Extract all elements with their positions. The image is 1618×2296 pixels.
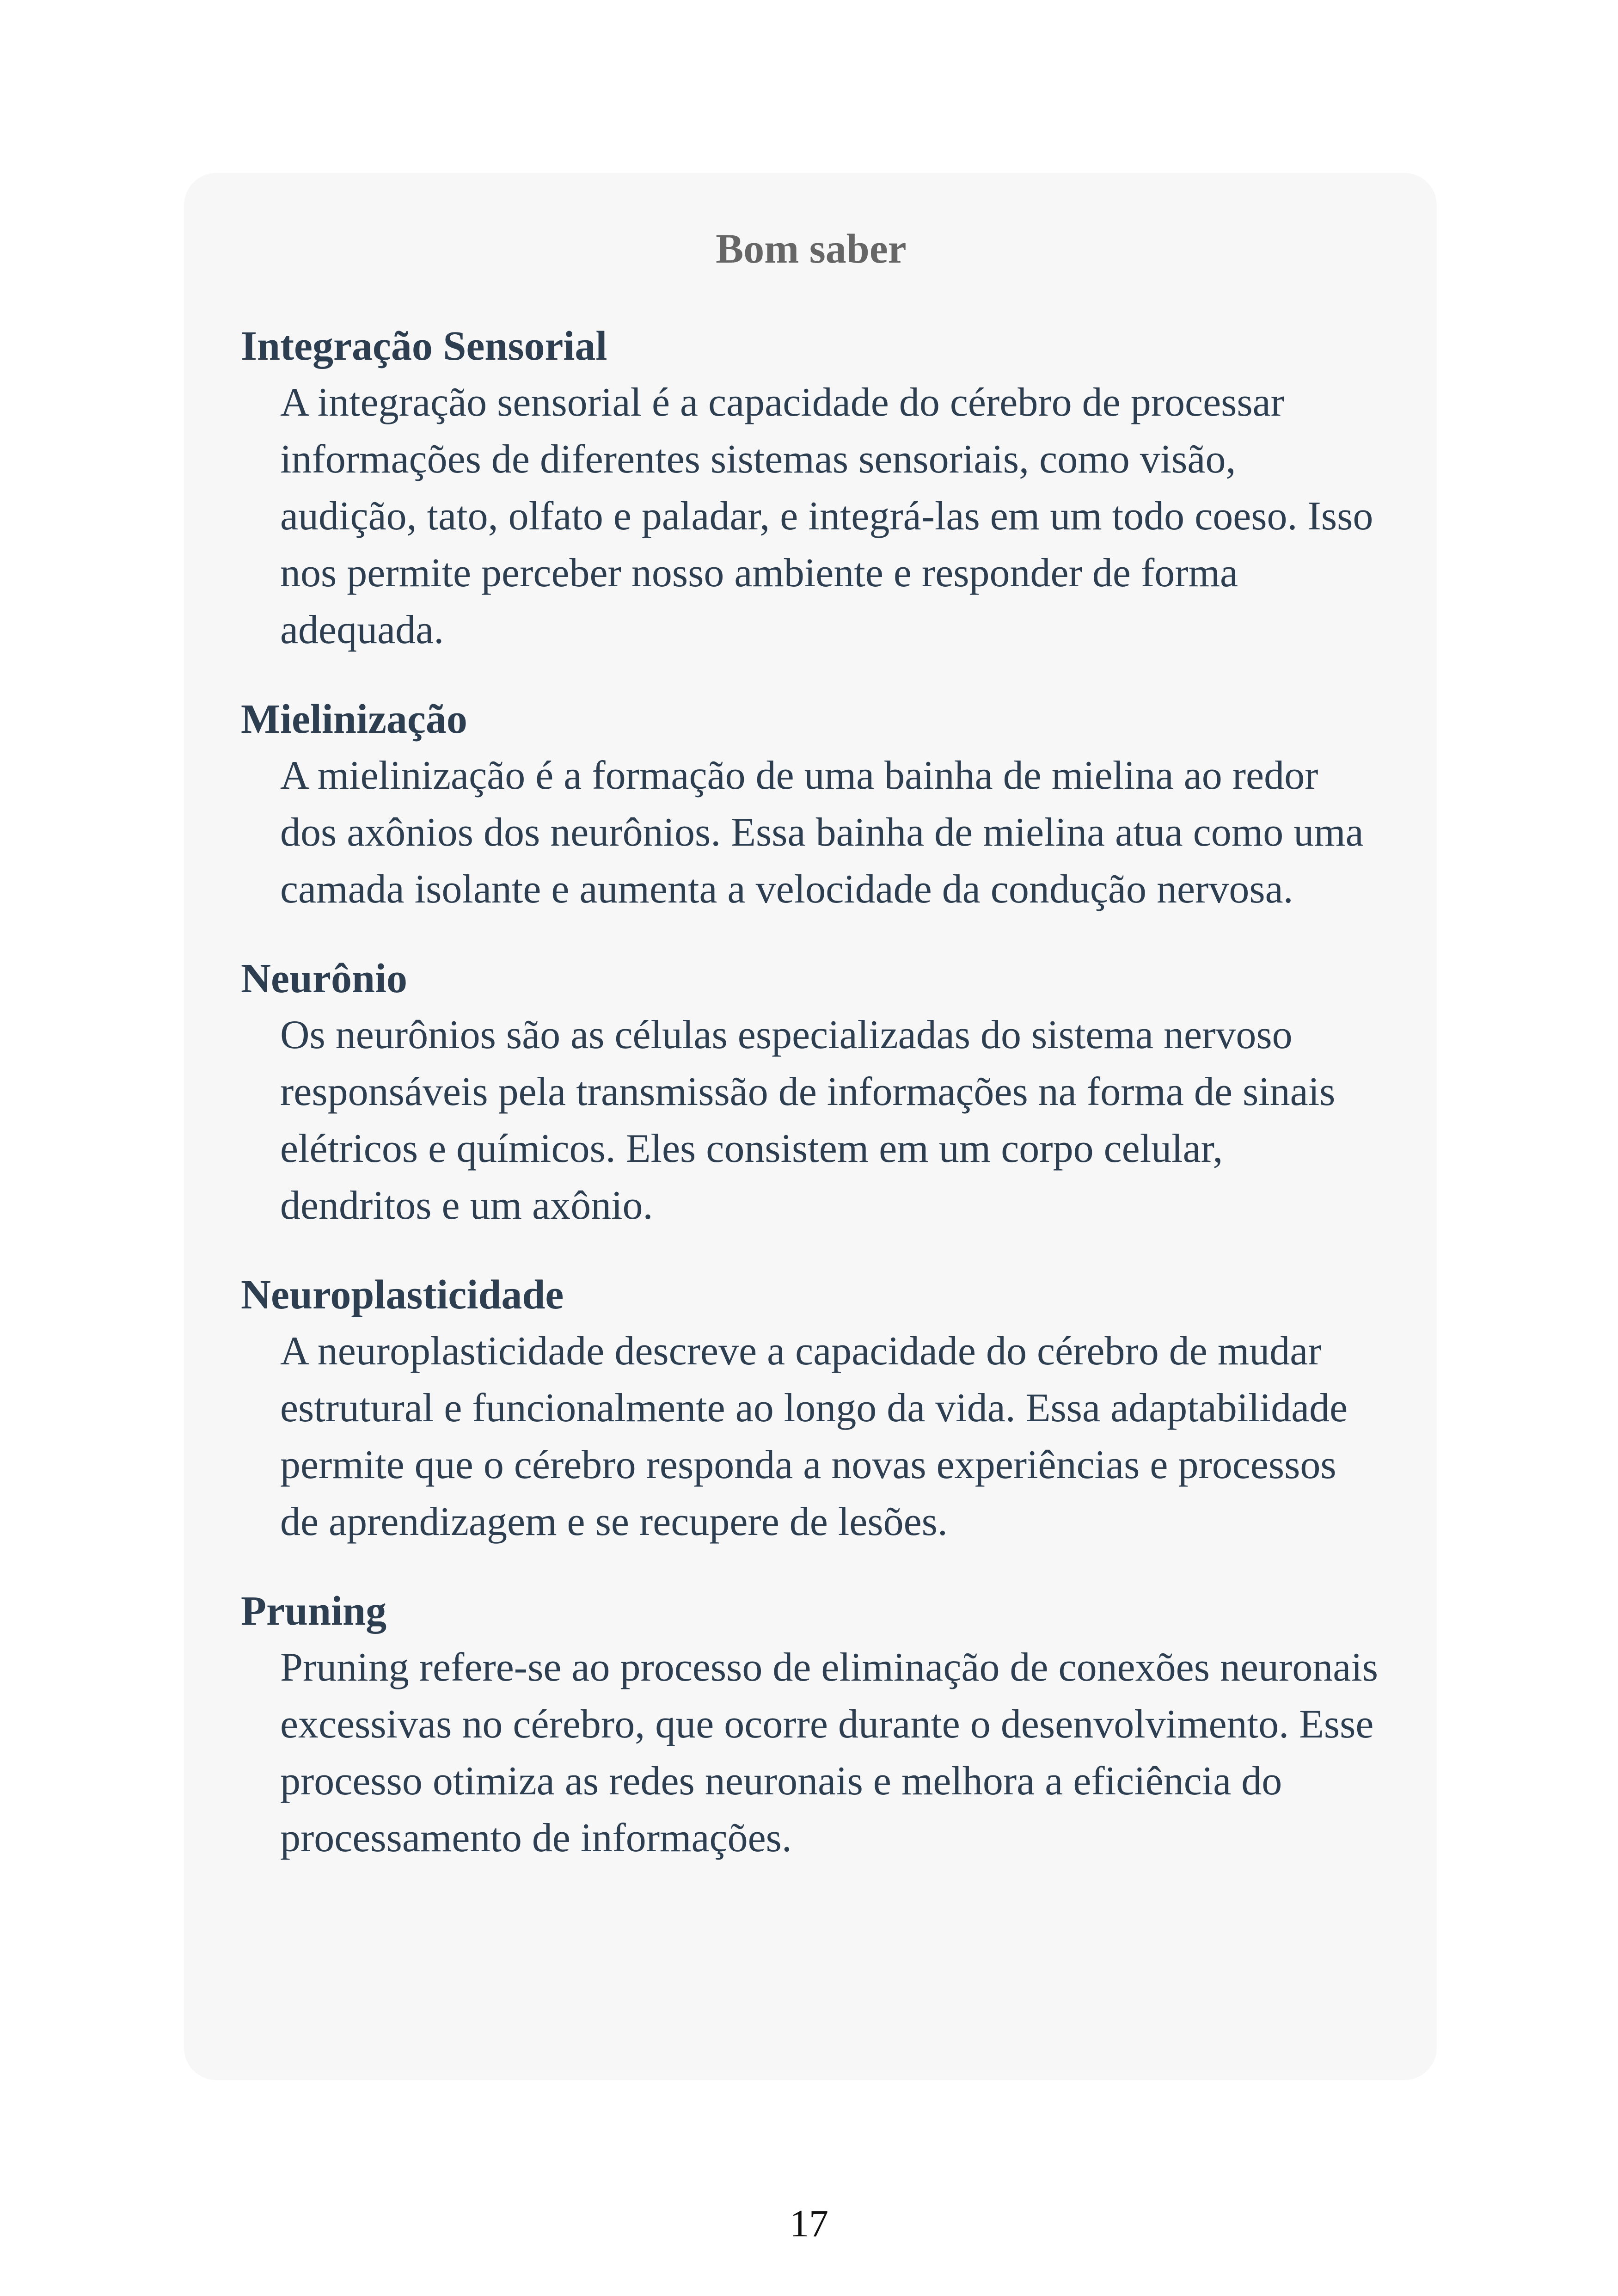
glossary-entry-neuroplasticidade	[241, 1267, 1381, 1550]
glossary-definition: A neuroplasticidade descreve a capacidade do cérebro de mudar estrutural e funcionalmente ao longo da vida. Essa adaptabilidade permite que o cérebro responda a novas experiências e processos de aprendizagem e se recupere de lesões.	[280, 1329, 1348, 1544]
glossary-definition: A mielinização é a formação de uma bainha de mielina ao redor dos axônios dos neurônios. Essa bainha de mielina atua como uma camada isolante e aumenta a velocidade da condução nervosa.	[280, 753, 1364, 912]
glossary-entry-mielinizacao	[241, 692, 1381, 918]
box-title: Bom saber	[716, 226, 907, 272]
glossary-entry-neuronio	[241, 951, 1381, 1234]
glossary-term: Mielinização	[241, 696, 467, 742]
glossary-term: Neuroplasticidade	[241, 1272, 564, 1318]
glossary-definition: A integração sensorial é a capacidade do cérebro de processar informações de diferentes sistemas sensoriais, como visão, audição, tato, olfato e paladar, e integrá-las em um todo coeso. Isso nos permite perceber nosso ambiente e responder de forma adequada.	[280, 380, 1373, 652]
info-box	[184, 173, 1437, 2080]
glossary-entry-pruning	[241, 1584, 1381, 1866]
glossary-term: Pruning	[241, 1588, 387, 1634]
glossary-term: Integração Sensorial	[241, 323, 607, 369]
glossary-entry-integracao-sensorial	[241, 319, 1381, 658]
glossary-term: Neurônio	[241, 956, 407, 1001]
glossary-definition: Pruning refere-se ao processo de eliminação de conexões neuronais excessivas no cérebro, que ocorre durante o desenvolvimento. Esse processo otimiza as redes neuronais e melhora a eficiência do processamento de informações.	[280, 1645, 1379, 1860]
page-number: 17	[790, 2202, 828, 2245]
glossary-definition: Os neurônios são as células especializadas do sistema nervoso responsáveis pela transmissão de informações na forma de sinais elétricos e químicos. Eles consistem em um corpo celular, dendritos e um axônio.	[280, 1013, 1336, 1228]
